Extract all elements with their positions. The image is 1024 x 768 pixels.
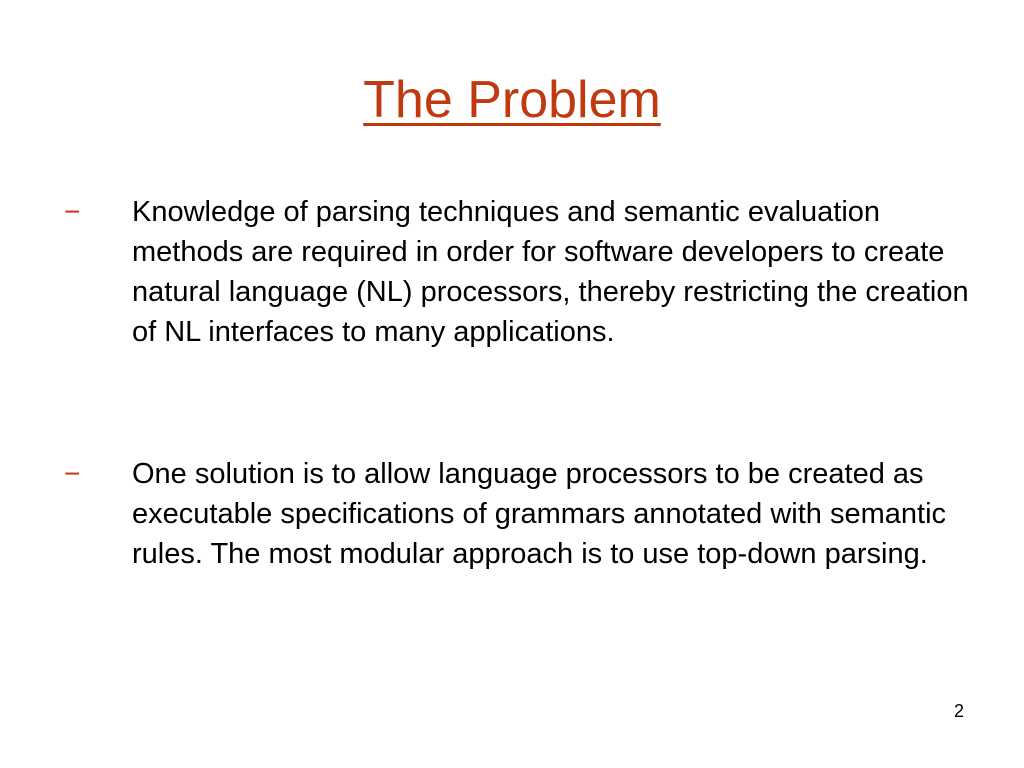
bullet-text: Knowledge of parsing techniques and semantic evaluation methods are required in order for software developers to create natural language (NL) processors, thereby restricting the creation of NL interfaces to many applications.	[132, 196, 969, 348]
slide-title: The Problem	[363, 71, 661, 129]
dash-bullet-icon: −	[64, 196, 81, 227]
dash-bullet-icon: −	[64, 458, 81, 489]
page-number: 2	[953, 701, 964, 721]
bullet-text: One solution is to allow language processors to be created as executable specifications of grammars annotated with semantic rules. The most modular approach is to use top-down parsing.	[132, 458, 947, 570]
